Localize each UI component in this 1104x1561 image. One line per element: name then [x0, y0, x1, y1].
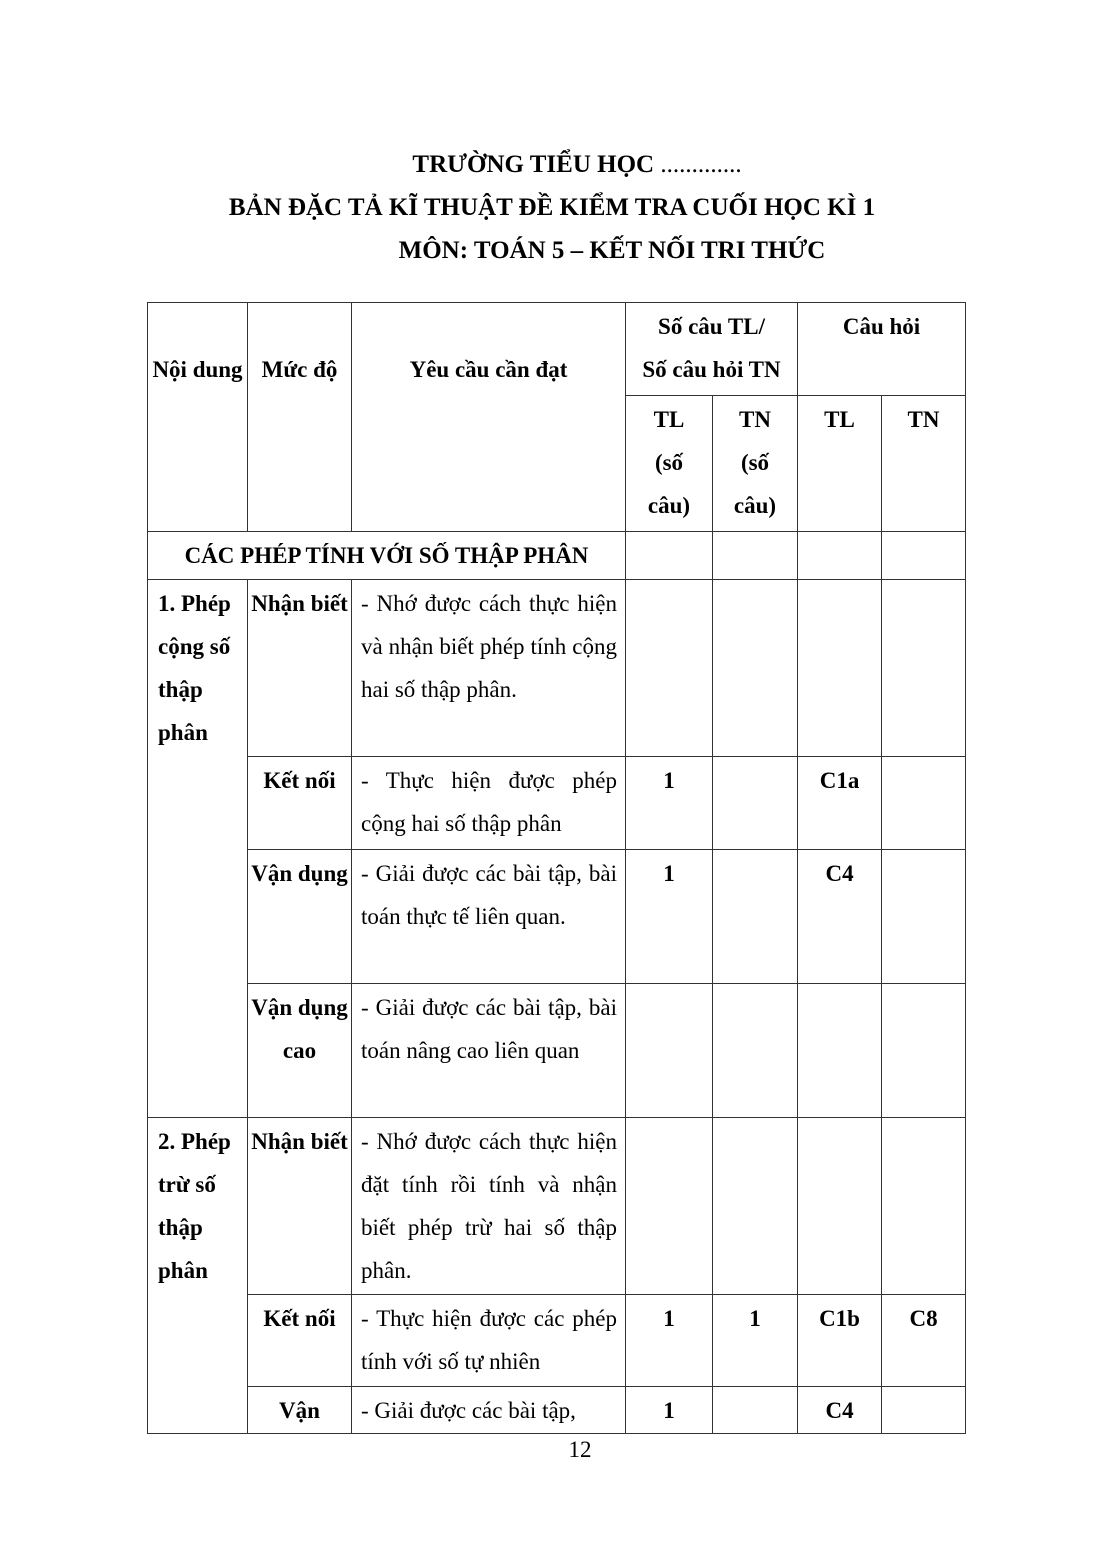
- tl-question-cell: C1b: [798, 1295, 882, 1387]
- header-row-1: [148, 303, 966, 396]
- tl-question-cell: [798, 984, 882, 1118]
- requirement-cell: - Nhớ được cách thực hiện và nhận biết phép tính cộng hai số thập phân.: [352, 580, 626, 757]
- tn-count-cell: [713, 757, 798, 850]
- content-cell: 2. Phép trừ số thập phân: [148, 1118, 248, 1434]
- school-dots: .............: [660, 151, 742, 178]
- table-row: [148, 1295, 966, 1387]
- tn-count-cell: [713, 850, 798, 984]
- header-muc-do: Mức độ: [248, 303, 352, 532]
- section-title: CÁC PHÉP TÍNH VỚI SỐ THẬP PHÂN: [148, 532, 626, 580]
- tn-count-cell: [713, 984, 798, 1118]
- cell-empty: [626, 532, 713, 580]
- cell-empty: [798, 532, 882, 580]
- tn-question-cell: [882, 757, 966, 850]
- tl-question-cell: [798, 1118, 882, 1295]
- tn-count-cell: [713, 1387, 798, 1434]
- header-noi-dung: Nội dung: [148, 303, 248, 532]
- level-cell: Kết nối: [248, 1295, 352, 1387]
- tn-count-cell: [713, 580, 798, 757]
- requirement-cell: - Thực hiện được các phép tính với số tự nhiên: [352, 1295, 626, 1387]
- header-so-cau: Số câu TL/ Số câu hỏi TN: [626, 303, 798, 396]
- level-cell: Nhận biết: [248, 580, 352, 757]
- table-row: [148, 984, 966, 1118]
- tn-question-cell: [882, 1387, 966, 1434]
- tn-question-cell: C8: [882, 1295, 966, 1387]
- spec-table: [147, 302, 966, 1434]
- tl-count-cell: 1: [626, 757, 713, 850]
- tl-question-cell: C1a: [798, 757, 882, 850]
- cell-empty: [882, 532, 966, 580]
- tn-question-cell: [882, 1118, 966, 1295]
- tl-question-cell: [798, 580, 882, 757]
- level-cell: Vận dụng: [248, 850, 352, 984]
- requirement-cell: - Giải được các bài tập, bài toán nâng cao liên quan: [352, 984, 626, 1118]
- tl-count-cell: [626, 580, 713, 757]
- tn-question-cell: [882, 984, 966, 1118]
- tn-question-cell: [882, 580, 966, 757]
- table-row: [148, 1387, 966, 1434]
- header-cau-hoi: Câu hỏi: [798, 303, 966, 396]
- requirement-cell: - Thực hiện được phép cộng hai số thập phân: [352, 757, 626, 850]
- tl-count-cell: [626, 984, 713, 1118]
- requirement-cell: - Giải được các bài tập,: [352, 1387, 626, 1434]
- requirement-cell: - Giải được các bài tập, bài toán thực tế liên quan.: [352, 850, 626, 984]
- level-cell: Kết nối: [248, 757, 352, 850]
- tn-count-cell: [713, 1118, 798, 1295]
- requirement-cell: - Nhớ được cách thực hiện đặt tính rồi tính và nhận biết phép trừ hai số thập phân.: [352, 1118, 626, 1295]
- tl-count-cell: [626, 1118, 713, 1295]
- header-yeu-cau: Yêu cầu cần đạt: [352, 303, 626, 532]
- section-row: [148, 532, 966, 580]
- cell-empty: [713, 532, 798, 580]
- tl-count-cell: 1: [626, 850, 713, 984]
- level-cell: Nhận biết: [248, 1118, 352, 1295]
- tl-question-cell: C4: [798, 1387, 882, 1434]
- tn-count-cell: 1: [713, 1295, 798, 1387]
- header-tl: TL: [798, 396, 882, 532]
- header-tn: TN: [882, 396, 966, 532]
- tn-question-cell: [882, 850, 966, 984]
- tl-count-cell: 1: [626, 1295, 713, 1387]
- header-tl-count: TL (số câu): [626, 396, 713, 532]
- table-row: [148, 850, 966, 984]
- level-cell: Vận dụng cao: [248, 984, 352, 1118]
- school-title: [25, 150, 1104, 180]
- page-number: 12: [568, 1437, 592, 1462]
- table-row: [148, 580, 966, 757]
- document-title: BẢN ĐẶC TẢ KĨ THUẬT ĐỀ KIỂM TRA CUỐI HỌC KÌ 1: [228, 194, 876, 221]
- table-row: [148, 1118, 966, 1295]
- table-row: [148, 757, 966, 850]
- tl-count-cell: 1: [626, 1387, 713, 1434]
- level-cell: Vận: [248, 1387, 352, 1434]
- header-tn-count: TN (số câu): [713, 396, 798, 532]
- subject-title: MÔN: TOÁN 5 – KẾT NỐI TRI THỨC: [398, 237, 826, 264]
- tl-question-cell: C4: [798, 850, 882, 984]
- content-cell: 1. Phép cộng số thập phân: [148, 580, 248, 1118]
- school-name: TRƯỜNG TIỂU HỌC: [412, 151, 655, 178]
